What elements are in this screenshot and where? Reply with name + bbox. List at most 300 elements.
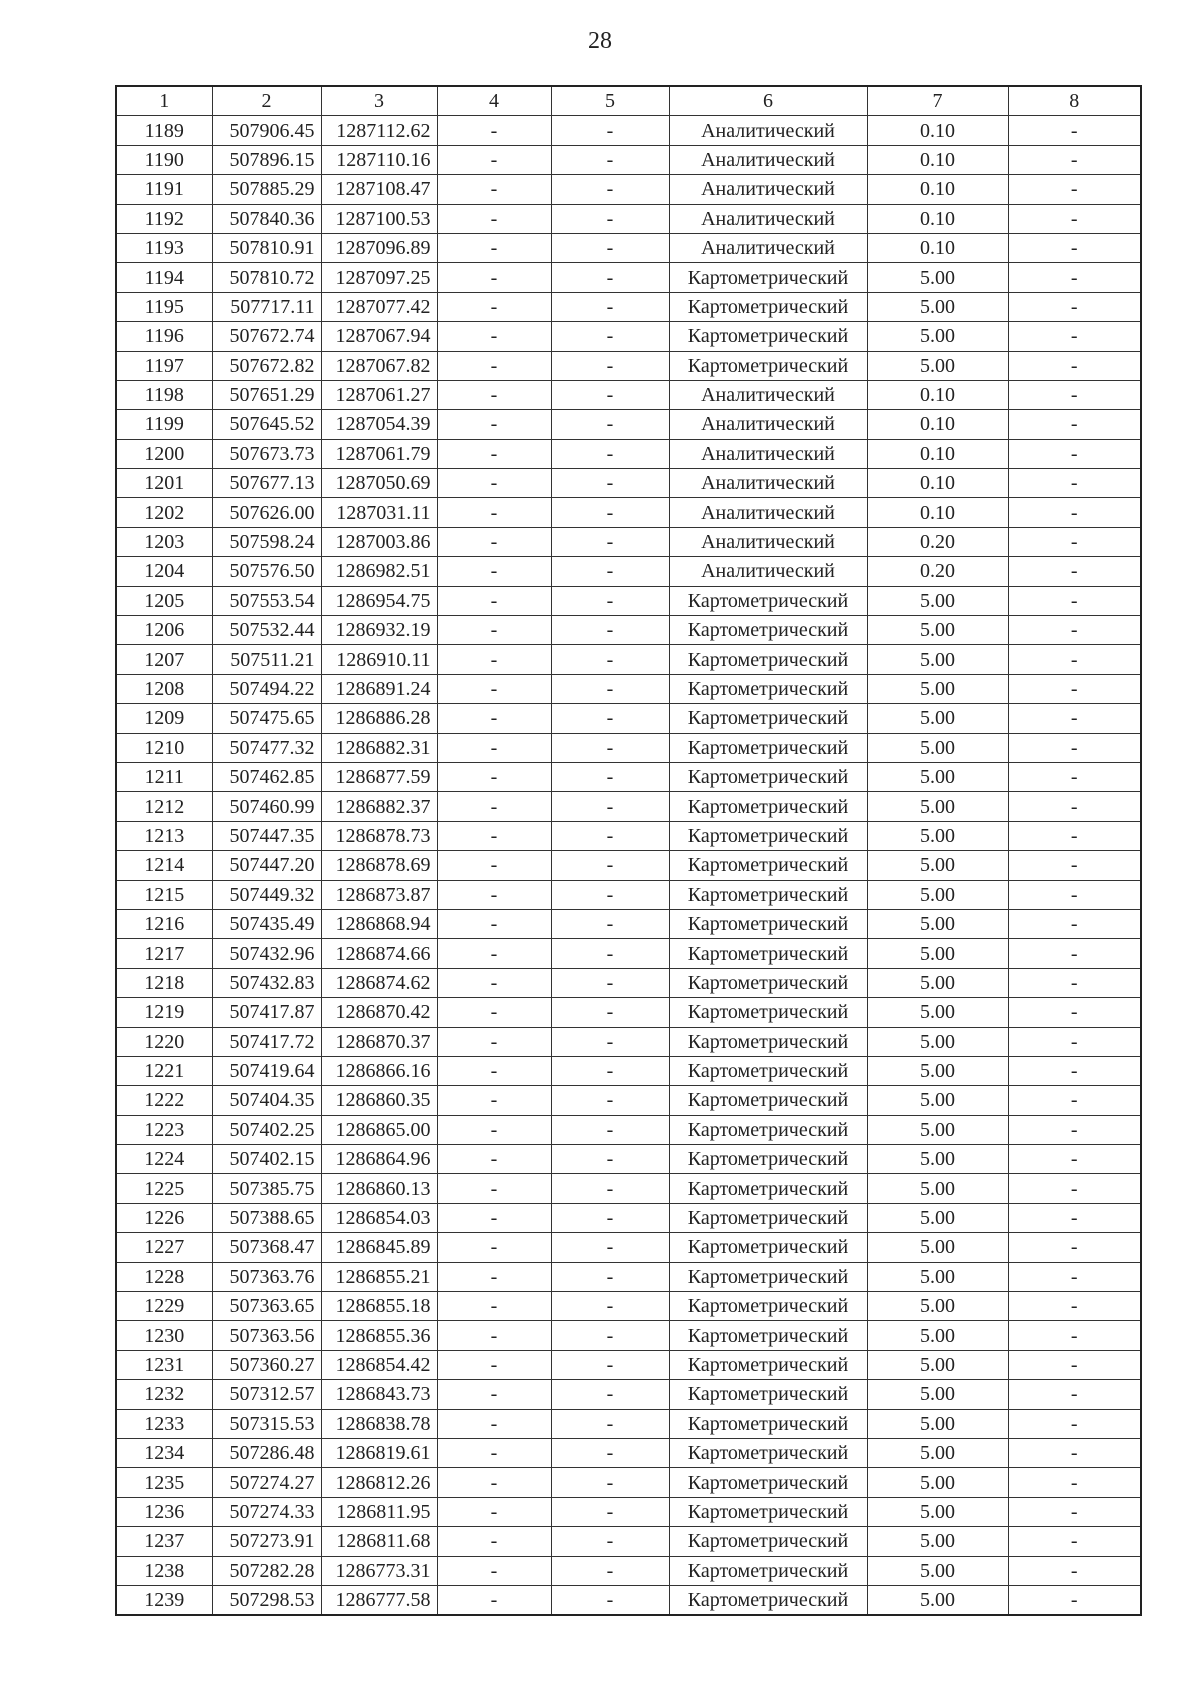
point-number-cell: 1191 [116, 175, 212, 204]
col4-cell: - [437, 851, 551, 880]
x-coordinate-cell: 507906.45 [212, 116, 321, 145]
col5-cell: - [551, 292, 669, 321]
x-coordinate-cell: 507810.72 [212, 263, 321, 292]
y-coordinate-cell: 1287050.69 [321, 469, 437, 498]
y-coordinate-cell: 1286855.18 [321, 1292, 437, 1321]
y-coordinate-cell: 1287003.86 [321, 527, 437, 556]
method-cell: Картометрический [669, 1262, 867, 1291]
method-cell: Картометрический [669, 762, 867, 791]
accuracy-cell: 5.00 [867, 1056, 1008, 1085]
y-coordinate-cell: 1286811.95 [321, 1497, 437, 1526]
accuracy-cell: 5.00 [867, 1497, 1008, 1526]
accuracy-cell: 0.10 [867, 175, 1008, 204]
accuracy-cell: 5.00 [867, 1086, 1008, 1115]
col5-cell: - [551, 1027, 669, 1056]
y-coordinate-cell: 1286866.16 [321, 1056, 437, 1085]
y-coordinate-cell: 1286873.87 [321, 880, 437, 909]
col8-cell: - [1008, 145, 1141, 174]
col4-cell: - [437, 1262, 551, 1291]
y-coordinate-cell: 1286773.31 [321, 1556, 437, 1585]
point-number-cell: 1196 [116, 322, 212, 351]
y-coordinate-cell: 1286878.69 [321, 851, 437, 880]
col5-cell: - [551, 586, 669, 615]
col5-cell: - [551, 322, 669, 351]
col5-cell: - [551, 880, 669, 909]
col4-cell: - [437, 1527, 551, 1556]
accuracy-cell: 5.00 [867, 1468, 1008, 1497]
method-cell: Картометрический [669, 1027, 867, 1056]
y-coordinate-cell: 1286886.28 [321, 704, 437, 733]
table-row [116, 439, 1141, 468]
col4-cell: - [437, 145, 551, 174]
col4-cell: - [437, 1292, 551, 1321]
col5-cell: - [551, 1262, 669, 1291]
col8-cell: - [1008, 1468, 1141, 1497]
x-coordinate-cell: 507385.75 [212, 1174, 321, 1203]
table-row [116, 204, 1141, 233]
x-coordinate-cell: 507553.54 [212, 586, 321, 615]
col4-cell: - [437, 233, 551, 262]
col5-cell: - [551, 1292, 669, 1321]
point-number-cell: 1213 [116, 821, 212, 850]
col5-cell: - [551, 1174, 669, 1203]
method-cell: Картометрический [669, 1086, 867, 1115]
table-row [116, 263, 1141, 292]
point-number-cell: 1190 [116, 145, 212, 174]
point-number-cell: 1198 [116, 380, 212, 409]
x-coordinate-cell: 507840.36 [212, 204, 321, 233]
x-coordinate-cell: 507494.22 [212, 674, 321, 703]
method-cell: Картометрический [669, 1292, 867, 1321]
table-row [116, 968, 1141, 997]
col5-cell: - [551, 968, 669, 997]
col5-cell: - [551, 1556, 669, 1585]
col8-cell: - [1008, 116, 1141, 145]
col4-cell: - [437, 704, 551, 733]
accuracy-cell: 0.10 [867, 410, 1008, 439]
accuracy-cell: 5.00 [867, 909, 1008, 938]
y-coordinate-cell: 1287031.11 [321, 498, 437, 527]
method-cell: Картометрический [669, 909, 867, 938]
table-body [116, 116, 1141, 1615]
col5-cell: - [551, 674, 669, 703]
method-cell: Аналитический [669, 204, 867, 233]
x-coordinate-cell: 507447.35 [212, 821, 321, 850]
col4-cell: - [437, 1145, 551, 1174]
method-cell: Картометрический [669, 1174, 867, 1203]
x-coordinate-cell: 507460.99 [212, 792, 321, 821]
col4-cell: - [437, 1409, 551, 1438]
point-number-cell: 1202 [116, 498, 212, 527]
point-number-cell: 1217 [116, 939, 212, 968]
col5-cell: - [551, 1438, 669, 1467]
method-cell: Аналитический [669, 469, 867, 498]
y-coordinate-cell: 1286932.19 [321, 616, 437, 645]
col8-cell: - [1008, 1027, 1141, 1056]
col4-cell: - [437, 939, 551, 968]
point-number-cell: 1235 [116, 1468, 212, 1497]
table-row [116, 909, 1141, 938]
col5-cell: - [551, 1497, 669, 1526]
x-coordinate-cell: 507449.32 [212, 880, 321, 909]
accuracy-cell: 0.10 [867, 498, 1008, 527]
table-row [116, 1350, 1141, 1379]
accuracy-cell: 0.10 [867, 469, 1008, 498]
x-coordinate-cell: 507274.27 [212, 1468, 321, 1497]
method-cell: Картометрический [669, 1468, 867, 1497]
y-coordinate-cell: 1287061.27 [321, 380, 437, 409]
x-coordinate-cell: 507402.15 [212, 1145, 321, 1174]
accuracy-cell: 5.00 [867, 968, 1008, 997]
col4-cell: - [437, 1468, 551, 1497]
accuracy-cell: 5.00 [867, 292, 1008, 321]
accuracy-cell: 0.10 [867, 380, 1008, 409]
table-row [116, 1027, 1141, 1056]
col5-cell: - [551, 704, 669, 733]
accuracy-cell: 5.00 [867, 1585, 1008, 1615]
x-coordinate-cell: 507282.28 [212, 1556, 321, 1585]
accuracy-cell: 5.00 [867, 1145, 1008, 1174]
col4-cell: - [437, 469, 551, 498]
y-coordinate-cell: 1286838.78 [321, 1409, 437, 1438]
y-coordinate-cell: 1286860.35 [321, 1086, 437, 1115]
col8-cell: - [1008, 851, 1141, 880]
accuracy-cell: 5.00 [867, 1438, 1008, 1467]
col4-cell: - [437, 1585, 551, 1615]
point-number-cell: 1221 [116, 1056, 212, 1085]
col5-cell: - [551, 851, 669, 880]
col4-cell: - [437, 263, 551, 292]
accuracy-cell: 5.00 [867, 1380, 1008, 1409]
col4-cell: - [437, 1233, 551, 1262]
col4-cell: - [437, 292, 551, 321]
col8-cell: - [1008, 704, 1141, 733]
col8-cell: - [1008, 469, 1141, 498]
y-coordinate-cell: 1286870.42 [321, 998, 437, 1027]
y-coordinate-cell: 1286878.73 [321, 821, 437, 850]
accuracy-cell: 5.00 [867, 1292, 1008, 1321]
table-row [116, 351, 1141, 380]
y-coordinate-cell: 1286845.89 [321, 1233, 437, 1262]
col5-cell: - [551, 498, 669, 527]
col8-cell: - [1008, 439, 1141, 468]
y-coordinate-cell: 1286874.66 [321, 939, 437, 968]
table-row [116, 1203, 1141, 1232]
y-coordinate-cell: 1287096.89 [321, 233, 437, 262]
col4-cell: - [437, 1321, 551, 1350]
table-row [116, 998, 1141, 1027]
col8-cell: - [1008, 1438, 1141, 1467]
table-row [116, 1380, 1141, 1409]
table-row [116, 1409, 1141, 1438]
x-coordinate-cell: 507645.52 [212, 410, 321, 439]
table-row [116, 410, 1141, 439]
point-number-cell: 1200 [116, 439, 212, 468]
point-number-cell: 1239 [116, 1585, 212, 1615]
x-coordinate-cell: 507368.47 [212, 1233, 321, 1262]
point-number-cell: 1233 [116, 1409, 212, 1438]
table-row [116, 733, 1141, 762]
col5-cell: - [551, 1527, 669, 1556]
col4-cell: - [437, 351, 551, 380]
page-number: 28 [588, 28, 612, 54]
accuracy-cell: 0.10 [867, 145, 1008, 174]
point-number-cell: 1208 [116, 674, 212, 703]
col8-cell: - [1008, 1556, 1141, 1585]
point-number-cell: 1236 [116, 1497, 212, 1526]
col8-cell: - [1008, 762, 1141, 791]
y-coordinate-cell: 1286882.37 [321, 792, 437, 821]
x-coordinate-cell: 507432.83 [212, 968, 321, 997]
accuracy-cell: 5.00 [867, 1203, 1008, 1232]
x-coordinate-cell: 507312.57 [212, 1380, 321, 1409]
point-number-cell: 1238 [116, 1556, 212, 1585]
col5-cell: - [551, 939, 669, 968]
table-row [116, 645, 1141, 674]
col8-cell: - [1008, 263, 1141, 292]
col5-cell: - [551, 1468, 669, 1497]
table-row [116, 1556, 1141, 1585]
table-row [116, 1527, 1141, 1556]
col8-cell: - [1008, 792, 1141, 821]
column-header: 8 [1008, 86, 1141, 116]
accuracy-cell: 5.00 [867, 939, 1008, 968]
y-coordinate-cell: 1287108.47 [321, 175, 437, 204]
col4-cell: - [437, 557, 551, 586]
y-coordinate-cell: 1286910.11 [321, 645, 437, 674]
col5-cell: - [551, 175, 669, 204]
col5-cell: - [551, 233, 669, 262]
y-coordinate-cell: 1286891.24 [321, 674, 437, 703]
col4-cell: - [437, 616, 551, 645]
col5-cell: - [551, 1086, 669, 1115]
y-coordinate-cell: 1286812.26 [321, 1468, 437, 1497]
col8-cell: - [1008, 939, 1141, 968]
point-number-cell: 1194 [116, 263, 212, 292]
method-cell: Аналитический [669, 498, 867, 527]
method-cell: Картометрический [669, 880, 867, 909]
table-row [116, 1086, 1141, 1115]
method-cell: Аналитический [669, 557, 867, 586]
method-cell: Картометрический [669, 1497, 867, 1526]
col4-cell: - [437, 645, 551, 674]
column-header: 3 [321, 86, 437, 116]
col4-cell: - [437, 1203, 551, 1232]
col4-cell: - [437, 1438, 551, 1467]
method-cell: Картометрический [669, 1350, 867, 1379]
col5-cell: - [551, 998, 669, 1027]
accuracy-cell: 5.00 [867, 586, 1008, 615]
table-row [116, 1262, 1141, 1291]
col8-cell: - [1008, 1409, 1141, 1438]
x-coordinate-cell: 507419.64 [212, 1056, 321, 1085]
col4-cell: - [437, 1350, 551, 1379]
accuracy-cell: 0.10 [867, 204, 1008, 233]
method-cell: Аналитический [669, 380, 867, 409]
col8-cell: - [1008, 498, 1141, 527]
x-coordinate-cell: 507885.29 [212, 175, 321, 204]
point-number-cell: 1203 [116, 527, 212, 556]
y-coordinate-cell: 1287054.39 [321, 410, 437, 439]
col8-cell: - [1008, 175, 1141, 204]
accuracy-cell: 5.00 [867, 762, 1008, 791]
point-number-cell: 1228 [116, 1262, 212, 1291]
method-cell: Картометрический [669, 1527, 867, 1556]
col5-cell: - [551, 909, 669, 938]
col4-cell: - [437, 998, 551, 1027]
x-coordinate-cell: 507435.49 [212, 909, 321, 938]
y-coordinate-cell: 1286855.36 [321, 1321, 437, 1350]
accuracy-cell: 0.20 [867, 527, 1008, 556]
table-row [116, 322, 1141, 351]
col4-cell: - [437, 116, 551, 145]
col4-cell: - [437, 909, 551, 938]
col5-cell: - [551, 1115, 669, 1144]
table-row [116, 704, 1141, 733]
method-cell: Картометрический [669, 586, 867, 615]
column-header: 6 [669, 86, 867, 116]
col8-cell: - [1008, 1056, 1141, 1085]
col8-cell: - [1008, 380, 1141, 409]
y-coordinate-cell: 1286843.73 [321, 1380, 437, 1409]
method-cell: Картометрический [669, 351, 867, 380]
x-coordinate-cell: 507388.65 [212, 1203, 321, 1232]
table-row [116, 851, 1141, 880]
x-coordinate-cell: 507896.15 [212, 145, 321, 174]
table-row [116, 469, 1141, 498]
table-row [116, 939, 1141, 968]
col5-cell: - [551, 616, 669, 645]
col5-cell: - [551, 145, 669, 174]
x-coordinate-cell: 507672.74 [212, 322, 321, 351]
table-row [116, 116, 1141, 145]
y-coordinate-cell: 1287100.53 [321, 204, 437, 233]
col4-cell: - [437, 733, 551, 762]
y-coordinate-cell: 1287112.62 [321, 116, 437, 145]
x-coordinate-cell: 507432.96 [212, 939, 321, 968]
accuracy-cell: 5.00 [867, 322, 1008, 351]
point-number-cell: 1229 [116, 1292, 212, 1321]
y-coordinate-cell: 1286877.59 [321, 762, 437, 791]
x-coordinate-cell: 507274.33 [212, 1497, 321, 1526]
col5-cell: - [551, 1145, 669, 1174]
accuracy-cell: 5.00 [867, 704, 1008, 733]
col5-cell: - [551, 1321, 669, 1350]
column-header: 2 [212, 86, 321, 116]
point-number-cell: 1204 [116, 557, 212, 586]
table-row [116, 1468, 1141, 1497]
col8-cell: - [1008, 292, 1141, 321]
table-row [116, 1585, 1141, 1615]
col5-cell: - [551, 1585, 669, 1615]
point-number-cell: 1214 [116, 851, 212, 880]
col8-cell: - [1008, 968, 1141, 997]
x-coordinate-cell: 507363.65 [212, 1292, 321, 1321]
table-row [116, 586, 1141, 615]
col5-cell: - [551, 1203, 669, 1232]
method-cell: Аналитический [669, 439, 867, 468]
accuracy-cell: 5.00 [867, 1115, 1008, 1144]
accuracy-cell: 5.00 [867, 1262, 1008, 1291]
accuracy-cell: 5.00 [867, 1409, 1008, 1438]
x-coordinate-cell: 507677.13 [212, 469, 321, 498]
col5-cell: - [551, 792, 669, 821]
table-row [116, 1292, 1141, 1321]
method-cell: Картометрический [669, 292, 867, 321]
y-coordinate-cell: 1287061.79 [321, 439, 437, 468]
col5-cell: - [551, 762, 669, 791]
col5-cell: - [551, 410, 669, 439]
point-number-cell: 1237 [116, 1527, 212, 1556]
y-coordinate-cell: 1286854.03 [321, 1203, 437, 1232]
col8-cell: - [1008, 616, 1141, 645]
x-coordinate-cell: 507360.27 [212, 1350, 321, 1379]
col8-cell: - [1008, 557, 1141, 586]
col8-cell: - [1008, 351, 1141, 380]
y-coordinate-cell: 1286865.00 [321, 1115, 437, 1144]
method-cell: Картометрический [669, 1203, 867, 1232]
accuracy-cell: 5.00 [867, 1321, 1008, 1350]
x-coordinate-cell: 507363.76 [212, 1262, 321, 1291]
col5-cell: - [551, 1056, 669, 1085]
method-cell: Картометрический [669, 1409, 867, 1438]
point-number-cell: 1195 [116, 292, 212, 321]
col4-cell: - [437, 1556, 551, 1585]
col4-cell: - [437, 586, 551, 615]
col8-cell: - [1008, 1174, 1141, 1203]
col8-cell: - [1008, 1350, 1141, 1379]
method-cell: Картометрический [669, 1115, 867, 1144]
point-number-cell: 1199 [116, 410, 212, 439]
col8-cell: - [1008, 821, 1141, 850]
x-coordinate-cell: 507651.29 [212, 380, 321, 409]
x-coordinate-cell: 507447.20 [212, 851, 321, 880]
col4-cell: - [437, 1115, 551, 1144]
table-row [116, 616, 1141, 645]
col4-cell: - [437, 410, 551, 439]
accuracy-cell: 5.00 [867, 616, 1008, 645]
point-number-cell: 1189 [116, 116, 212, 145]
method-cell: Картометрический [669, 851, 867, 880]
table-row [116, 1056, 1141, 1085]
method-cell: Картометрический [669, 792, 867, 821]
x-coordinate-cell: 507673.73 [212, 439, 321, 468]
point-number-cell: 1227 [116, 1233, 212, 1262]
method-cell: Картометрический [669, 939, 867, 968]
accuracy-cell: 5.00 [867, 645, 1008, 674]
point-number-cell: 1210 [116, 733, 212, 762]
point-number-cell: 1206 [116, 616, 212, 645]
accuracy-cell: 5.00 [867, 1174, 1008, 1203]
col4-cell: - [437, 175, 551, 204]
y-coordinate-cell: 1286882.31 [321, 733, 437, 762]
x-coordinate-cell: 507462.85 [212, 762, 321, 791]
y-coordinate-cell: 1287067.82 [321, 351, 437, 380]
col8-cell: - [1008, 1292, 1141, 1321]
col4-cell: - [437, 1380, 551, 1409]
point-number-cell: 1231 [116, 1350, 212, 1379]
table-row [116, 1438, 1141, 1467]
x-coordinate-cell: 507810.91 [212, 233, 321, 262]
point-number-cell: 1226 [116, 1203, 212, 1232]
col8-cell: - [1008, 645, 1141, 674]
y-coordinate-cell: 1286819.61 [321, 1438, 437, 1467]
method-cell: Картометрический [669, 1233, 867, 1262]
method-cell: Картометрический [669, 1321, 867, 1350]
col8-cell: - [1008, 586, 1141, 615]
method-cell: Картометрический [669, 263, 867, 292]
x-coordinate-cell: 507315.53 [212, 1409, 321, 1438]
